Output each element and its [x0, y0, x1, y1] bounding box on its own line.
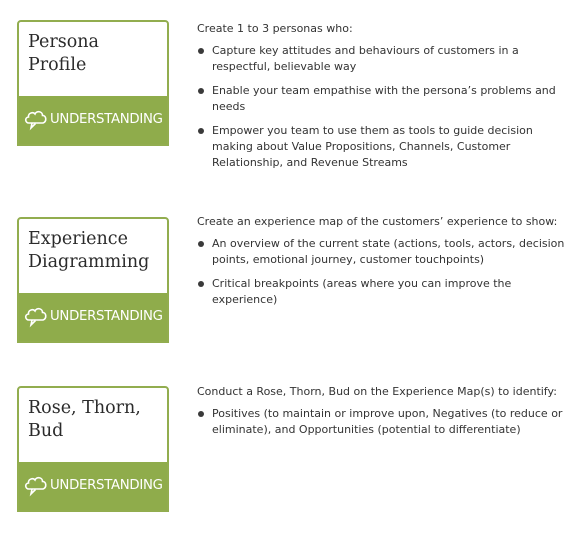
section-content	[197, 384, 577, 446]
card-title: Experience Diagramming	[28, 229, 150, 272]
card-band	[19, 96, 167, 144]
bullet-item: An overview of the current state (actions, tools, actors, decision points, emotional journey, customer touchpoints)	[197, 236, 577, 268]
card-band	[19, 293, 167, 341]
card-label: UNDERSTANDING	[50, 478, 163, 493]
cloud-icon	[23, 473, 49, 497]
section-content	[197, 21, 577, 179]
section-intro: Conduct a Rose, Thorn, Bud on the Experience Map(s) to identify:	[197, 385, 557, 398]
section-intro: Create 1 to 3 personas who:	[197, 22, 353, 35]
card-label: UNDERSTANDING	[50, 112, 163, 127]
cloud-icon	[23, 107, 49, 131]
cloud-icon	[23, 304, 49, 328]
method-card	[17, 217, 169, 343]
method-card	[17, 20, 169, 146]
bullet-item: Empower you team to use them as tools to guide decision making about Value Propositions, Channels, Customer Relationship, and Revenue Streams	[197, 123, 577, 171]
bullet-list	[197, 43, 577, 171]
bullet-item: Enable your team empathise with the persona’s problems and needs	[197, 83, 577, 115]
card-band	[19, 462, 167, 510]
bullet-item: Capture key attitudes and behaviours of customers in a respectful, believable way	[197, 43, 577, 75]
section-intro: Create an experience map of the customers’ experience to show:	[197, 215, 558, 228]
bullet-item: Positives (to maintain or improve upon, Negatives (to reduce or eliminate), and Opportunities (potential to differentiate)	[197, 406, 577, 438]
method-card	[17, 386, 169, 512]
bullet-item: Critical breakpoints (areas where you can improve the experience)	[197, 276, 577, 308]
card-label: UNDERSTANDING	[50, 309, 163, 324]
card-title: Persona Profile	[28, 32, 99, 75]
bullet-list	[197, 236, 577, 308]
card-title: Rose, Thorn, Bud	[28, 398, 141, 441]
section-content	[197, 214, 577, 316]
bullet-list	[197, 406, 577, 438]
